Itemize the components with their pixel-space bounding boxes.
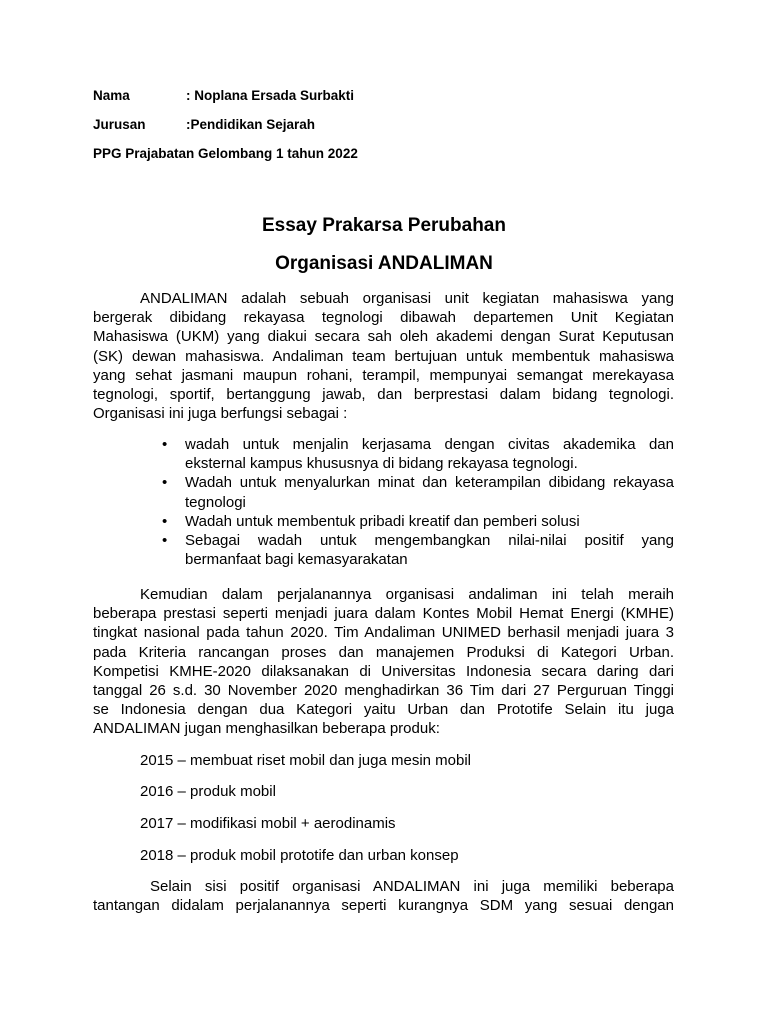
product-item: 2018 – produk mobil prototife dan urban konsep xyxy=(140,847,459,864)
essay-subtitle: Organisasi ANDALIMAN xyxy=(275,253,493,274)
program-row: PPG Prajabatan Gelombang 1 tahun 2022 xyxy=(93,146,358,161)
jurusan-row xyxy=(93,117,315,133)
list-item-line: Sebagai wadah untuk mengembangkan nilai-nilai positif yang xyxy=(185,531,674,549)
paragraph-line: (SK) dewan mahasiswa. Andaliman team bertujuan untuk membentuk mahasiswa xyxy=(93,347,674,365)
list-item-line: wadah untuk menjalin kerjasama dengan civitas akademika dan xyxy=(185,436,674,453)
paragraph-line: Kompetisi KMHE-2020 dilaksanakan di Universitas Indonesia secara daring dari xyxy=(93,662,674,680)
paragraph-challenges xyxy=(93,877,674,915)
essay-title: Essay Prakarsa Perubahan xyxy=(262,215,506,236)
paragraph-line: beberapa prestasi seperti menjadi juara dalam Kontes Mobil Hemat Energi (KMHE) xyxy=(93,605,674,623)
bullet-icon: • xyxy=(162,531,168,549)
product-item: 2017 – modifikasi mobil + aerodinamis xyxy=(140,815,396,832)
paragraph-line: se Indonesia dengan dua Kategori yaitu Urban dan Prototife Selain itu juga xyxy=(93,701,674,719)
paragraph-line: bergerak dibidang rekayasa tegnologi dibawah departemen Unit Kegiatan xyxy=(93,309,674,327)
paragraph-line: Mahasiswa (UKM) yang diakui secara sah oleh akademi dengan Surat Keputusan xyxy=(93,328,674,346)
bullet-icon: • xyxy=(162,436,168,453)
list-item-line: bermanfaat bagi kemasyarakatan xyxy=(185,551,408,569)
paragraph-line: Organisasi ini juga berfungsi sebagai : xyxy=(93,405,348,423)
list-item xyxy=(93,435,674,473)
paragraph-line: Kemudian dalam perjalanannya organisasi andaliman ini telah meraih xyxy=(140,586,674,603)
function-list xyxy=(93,435,674,569)
paragraph-line: pada Kriteria rancangan proses dan manajemen Produksi di Kategori Urban. xyxy=(93,643,674,661)
list-item-line: Wadah untuk menyalurkan minat dan keterampilan dibidang rekayasa xyxy=(185,474,674,492)
nama-value: : Noplana Ersada Surbakti xyxy=(186,88,355,103)
list-item xyxy=(93,531,674,569)
list-item xyxy=(93,473,674,511)
paragraph-line: tegnologi, sportif, bertanggung jawab, dan berprestasi dalam bidang tegnologi. xyxy=(93,385,674,403)
paragraph-achievements xyxy=(93,585,674,739)
nama-row xyxy=(93,88,354,104)
bullet-icon: • xyxy=(162,512,168,530)
paragraph-line: tingkat nasional pada tahun 2020. Tim Andaliman UNIMED berhasil menjadi juara 3 xyxy=(93,624,674,642)
paragraph-line: ANDALIMAN jugan menghasilkan beberapa produk: xyxy=(93,720,440,738)
paragraph-line: yang sehat jasmani maupun rohani, terampil, mempunyai semangat merekayasa xyxy=(93,366,674,384)
bullet-icon: • xyxy=(162,474,168,492)
product-item: 2015 – membuat riset mobil dan juga mesin mobil xyxy=(140,752,472,769)
paragraph-line: tanggal 26 s.d. 30 November 2020 menghadirkan 36 Tim dari 27 Perguruan Tinggi xyxy=(93,681,674,699)
paragraph-line: Selain sisi positif organisasi ANDALIMAN ini juga memiliki beberapa xyxy=(150,878,674,895)
product-item: 2016 – produk mobil xyxy=(140,783,276,800)
list-item-line: eksternal kampus khususnya di bidang rekayasa tegnologi. xyxy=(185,455,578,473)
paragraph-line: tantangan didalam perjalanannya seperti kurangnya SDM yang sesuai dengan xyxy=(93,897,674,915)
paragraph-line: ANDALIMAN adalah sebuah organisasi unit kegiatan mahasiswa yang xyxy=(140,290,674,307)
list-item-line: tegnologi xyxy=(185,493,246,511)
nama-label: Nama xyxy=(93,88,130,103)
jurusan-value: :Pendidikan Sejarah xyxy=(186,117,316,132)
list-item xyxy=(93,512,674,531)
jurusan-label: Jurusan xyxy=(93,117,146,132)
list-item-line: Wadah untuk membentuk pribadi kreatif dan pemberi solusi xyxy=(185,512,580,530)
paragraph-intro xyxy=(93,289,674,423)
